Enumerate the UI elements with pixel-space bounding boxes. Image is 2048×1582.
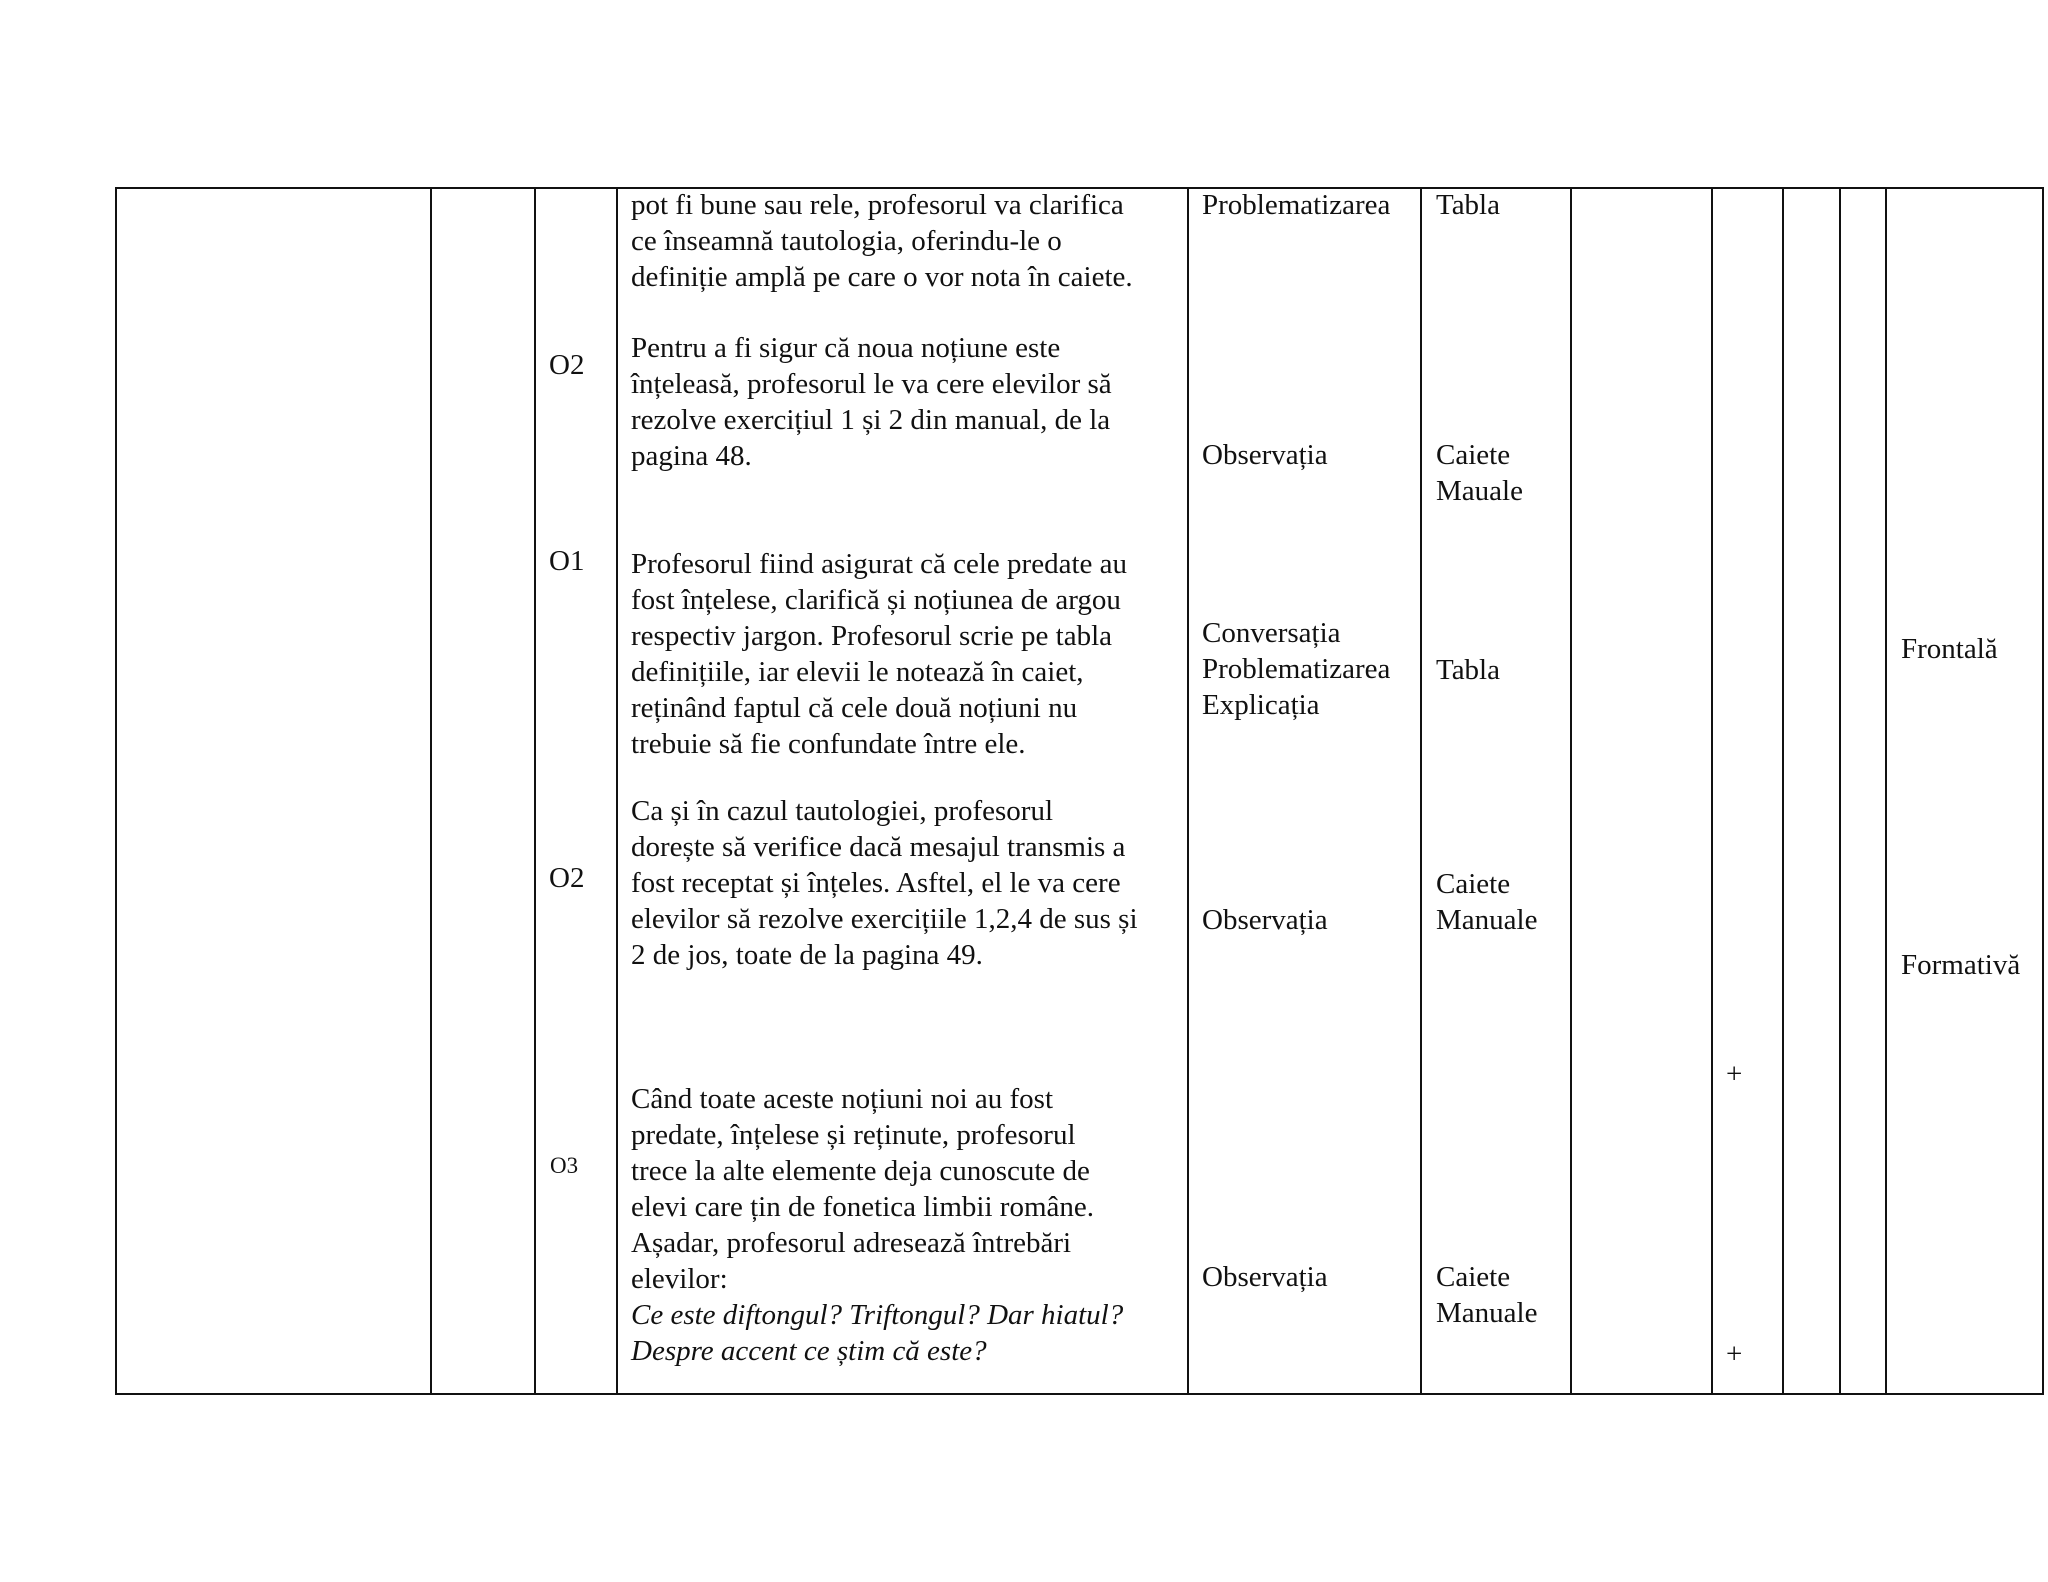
plus-mark: + <box>1726 1338 1743 1370</box>
resource-label: Manuale <box>1436 1297 1538 1329</box>
text-line: Pentru a fi sigur că noua noțiune este <box>631 332 1061 364</box>
text-line: predate, înțelese și reținute, profesorul <box>631 1119 1076 1151</box>
question-line: Ce este diftongul? Triftongul? Dar hiatul? <box>631 1299 1124 1331</box>
resource-list <box>1436 1259 1537 1331</box>
resource-label: Caiete <box>1436 868 1511 900</box>
column-divider <box>1782 187 1784 1395</box>
resource-list <box>1436 866 1537 938</box>
method-list <box>1202 615 1390 723</box>
text-line: pot fi bune sau rele, profesorul va clarifica <box>631 189 1124 221</box>
method-label: Observația <box>1202 439 1328 471</box>
activity-paragraph <box>631 793 1138 973</box>
text-line: înțeleasă, profesorul le va cere elevilor să <box>631 368 1112 400</box>
text-line: definițiile, iar elevii le notează în caiet, <box>631 656 1084 688</box>
plus-mark: + <box>1726 1058 1743 1090</box>
text-line: Ca și în cazul tautologiei, profesorul <box>631 795 1054 827</box>
text-line: fost receptat și înțeles. Asftel, el le va cere <box>631 867 1121 899</box>
text-line: pagina 48. <box>631 440 752 472</box>
text-line: Profesorul fiind asigurat că cele predate au <box>631 548 1128 580</box>
text-line: elevi care țin de fonetica limbii române. <box>631 1191 1094 1223</box>
organization-label: Frontală <box>1901 633 1998 665</box>
method-label: Explicația <box>1202 689 1320 721</box>
text-line: definiție amplă pe care o vor nota în caiete. <box>631 261 1133 293</box>
text-line: respectiv jargon. Profesorul scrie pe tabla <box>631 620 1113 652</box>
column-divider <box>1839 187 1841 1395</box>
column-divider <box>1885 187 1887 1395</box>
objective-label: O1 <box>549 545 585 577</box>
text-line: rezolve exercițiul 1 și 2 din manual, de la <box>631 404 1111 436</box>
text-line: fost înțelese, clarifică și noțiunea de argou <box>631 584 1121 616</box>
column-divider <box>1187 187 1189 1395</box>
resource-label: Caiete <box>1436 439 1511 471</box>
text-line: Așadar, profesorul adresează întrebări <box>631 1227 1072 1259</box>
resource-label: Caiete <box>1436 1261 1511 1293</box>
text-line: ce înseamnă tautologia, oferindu-le o <box>631 225 1062 257</box>
method-label: Observația <box>1202 904 1328 936</box>
text-line: Când toate aceste noțiuni noi au fost <box>631 1083 1054 1115</box>
activity-paragraph <box>631 330 1112 474</box>
resource-label: Tabla <box>1436 189 1500 221</box>
text-line: dorește să verifice dacă mesajul transmis a <box>631 831 1126 863</box>
resource-label: Mauale <box>1436 475 1523 507</box>
objective-label: O2 <box>549 349 585 381</box>
activity-paragraph <box>631 1081 1123 1369</box>
text-line: elevilor: <box>631 1263 728 1295</box>
column-divider <box>616 187 618 1395</box>
activity-paragraph <box>631 546 1127 762</box>
text-line: trece la alte elemente deja cunoscute de <box>631 1155 1090 1187</box>
column-divider <box>1420 187 1422 1395</box>
column-divider <box>430 187 432 1395</box>
text-line: trebuie să fie confundate între ele. <box>631 728 1026 760</box>
resource-label: Manuale <box>1436 904 1538 936</box>
evaluation-label: Formativă <box>1901 949 2021 981</box>
resource-label: Tabla <box>1436 654 1500 686</box>
text-line: 2 de jos, toate de la pagina 49. <box>631 939 983 971</box>
column-divider <box>1711 187 1713 1395</box>
activity-paragraph <box>631 187 1133 295</box>
text-line: elevilor să rezolve exercițiile 1,2,4 de sus și <box>631 903 1138 935</box>
question-line: Despre accent ce știm că este? <box>631 1335 987 1367</box>
column-divider <box>1570 187 1572 1395</box>
method-label: Conversația <box>1202 617 1341 649</box>
method-label: Problematizarea <box>1202 189 1391 221</box>
resource-list <box>1436 437 1523 509</box>
method-label: Observația <box>1202 1261 1328 1293</box>
column-divider <box>534 187 536 1395</box>
objective-label: O3 <box>550 1153 579 1178</box>
method-label: Problematizarea <box>1202 653 1391 685</box>
text-line: reținând faptul că cele două noțiuni nu <box>631 692 1078 724</box>
objective-label: O2 <box>549 862 585 894</box>
